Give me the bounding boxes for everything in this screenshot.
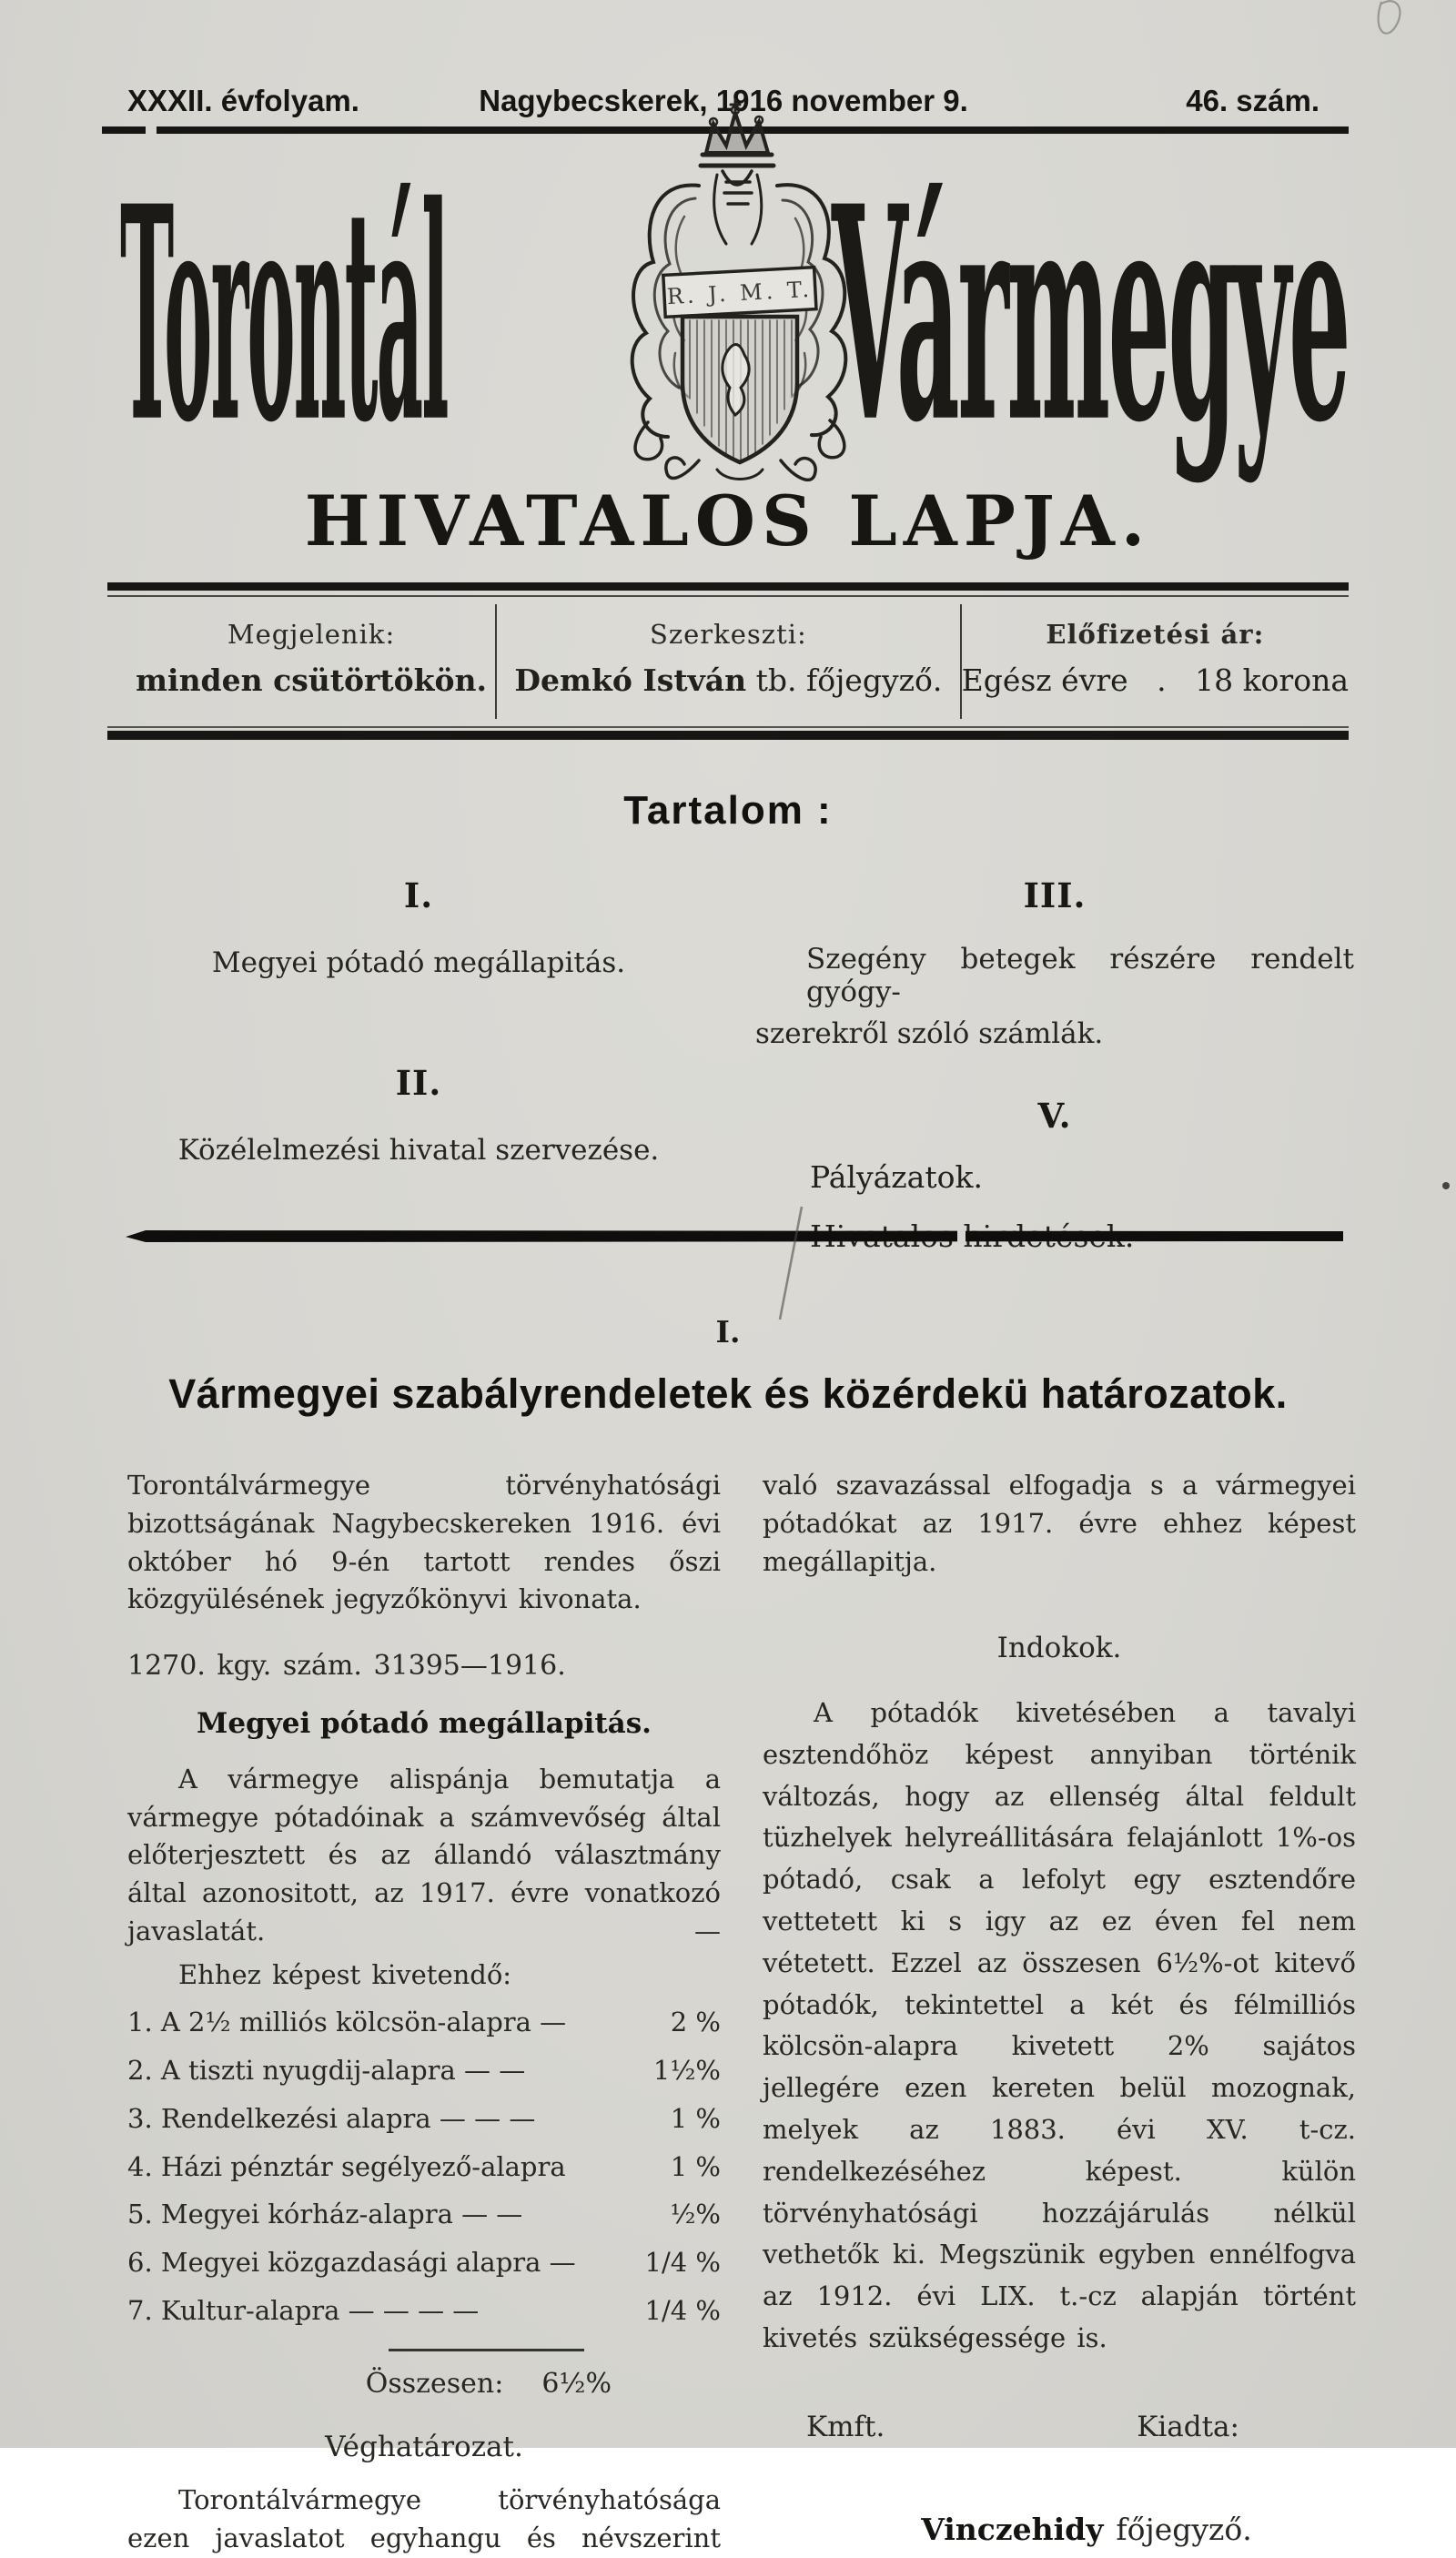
- tax-list-item: [127, 2292, 721, 2331]
- tax-item-label: 1. A 2½ milliós kölcsön-alapra —: [127, 2007, 567, 2038]
- toc-title: Tartalom :: [623, 788, 833, 833]
- article-right-column: [763, 1467, 1356, 2558]
- article-body: [127, 1467, 1356, 2558]
- info-publish-cell: [127, 604, 497, 719]
- tax-list: [127, 2004, 721, 2330]
- closing-kiadta: Kiadta:: [1137, 2410, 1239, 2443]
- tax-list-item: [127, 2149, 721, 2187]
- decision-heading: Véghatározat.: [325, 2430, 523, 2463]
- tax-item-value: 1/4 %: [644, 2294, 721, 2326]
- closing-kmft: Kmft.: [806, 2410, 885, 2443]
- publish-label: Megjelenik:: [227, 619, 396, 650]
- table-of-contents: [127, 875, 1354, 1254]
- place-date-label: Nagybecskerek, 1916 november 9.: [479, 84, 968, 117]
- masthead-word-left: [120, 141, 484, 487]
- toc-section-number: II.: [395, 1063, 442, 1103]
- article-subheading: Megyei pótadó megállapitás.: [197, 1707, 652, 1741]
- price-label: Előfizetési ár:: [1046, 619, 1265, 650]
- issue-number-label: 46. szám.: [1186, 84, 1320, 117]
- editor-name: Demkó István: [514, 662, 747, 698]
- article-section-number: I.: [715, 1314, 741, 1350]
- tax-item-label: 6. Megyei közgazdasági alapra —: [127, 2247, 576, 2279]
- tax-item-value: 1/4 %: [644, 2247, 721, 2279]
- reasons-heading: Indokok.: [996, 1632, 1122, 1665]
- ink-dot-right-margin: [1442, 1182, 1450, 1189]
- volume-label: XXXII. évfolyam.: [127, 84, 359, 117]
- tax-item-label: 3. Rendelkezési alapra — — —: [127, 2102, 536, 2134]
- signatory-name: Vinczehidy: [921, 2511, 1104, 2547]
- crest-banner-text: R. J. M. T.: [666, 276, 814, 310]
- info-editor-cell: [497, 604, 961, 719]
- section-divider-bar: [126, 1230, 1343, 1242]
- tax-item-label: 2. A tiszti nyugdij-alapra — —: [127, 2055, 526, 2087]
- proposal-paragraph: [127, 1761, 721, 1951]
- decision-paragraph: Torontálvármegye törvényhatósága ezen javaslatot egyhangu és névszerint: [127, 2484, 721, 2554]
- total-value: 6½%: [541, 2367, 612, 2400]
- subtitle-rule-thick: [107, 582, 1349, 591]
- toc-entry-line: szerekről szóló számlák.: [755, 1017, 1104, 1050]
- closing-row: [763, 2407, 1356, 2448]
- signatory-title: főjegyző.: [1116, 2511, 1252, 2547]
- tax-list-item: [127, 2244, 721, 2282]
- total-separator-rule: [389, 2349, 584, 2351]
- info-bar-rule-thin: [107, 726, 1349, 728]
- registry-number-line: 1270. kgy. szám. 31395—1916.: [127, 1650, 566, 1682]
- article-section-title: Vármegyei szabályrendeletek és közérdekü határozatok.: [168, 1370, 1288, 1417]
- line-end-dash: —: [694, 1915, 721, 1946]
- masthead-word-right: [832, 141, 1349, 487]
- masthead: [0, 136, 1456, 500]
- article-left-column: [127, 1467, 721, 2558]
- tax-list-item: [127, 2196, 721, 2234]
- toc-section-number: I.: [403, 875, 434, 915]
- pen-mark-top-right: [1379, 1, 1400, 34]
- tax-list-item: [127, 2052, 721, 2090]
- tax-item-label: 4. Házi pénztár segélyező-alapra: [127, 2150, 566, 2182]
- tax-list-intro: Ehhez képest kivetendő:: [178, 1958, 512, 1990]
- publication-info-bar: [127, 604, 1349, 719]
- editor-value: [497, 662, 959, 698]
- tax-list-item: [127, 2004, 721, 2042]
- total-label: Összesen:: [365, 2367, 504, 2400]
- decision-continuation-paragraph: való szavazással elfogadja s a vármegyei pótadókat az 1917. évre ehhez képest megállapitja.: [763, 1470, 1356, 1577]
- price-value: Egész évre . 18 korona: [961, 662, 1349, 698]
- toc-entry: Közélelmezési hivatal szervezése.: [177, 1134, 660, 1167]
- info-bar-rule-thick: [107, 731, 1349, 740]
- toc-entry-line: Szegény betegek részére rendelt gyógy-: [806, 943, 1354, 1008]
- tax-list-item: [127, 2100, 721, 2138]
- proposal-text: A vármegye alispánja bemutatja a vármegye pótadóinak a számvevőség által előterjesztett és az állandó választmány által azonositott, az 1917. évre vonatkozó javaslatát.: [127, 1763, 721, 1946]
- tax-item-label: 7. Kultur-alapra — — — —: [127, 2294, 480, 2326]
- masthead-title-right: Vármegye: [832, 141, 1349, 487]
- toc-right-column: [710, 875, 1354, 1254]
- dateline-rule-left: [102, 126, 146, 134]
- tax-item-value: ½%: [670, 2199, 721, 2230]
- toc-section-number: III.: [1023, 875, 1087, 915]
- reasons-paragraph: A pótadók kivetésében a tavalyi esztendőhöz képest annyiban történik változás, hogy az ellenség által feldult tüzhelyek helyreállitására felajánlott 1%-os pótadó, csak a lefolyt egy esztendőre vettetett ki s igy az ez éven fel nem vétetett. Ezzel az összesen 6½%-ot kitevő pótadók, tekintettel a két és félmilliós kölcsön-alapra kivetett 2% sajátos jellegére ezen kereten belül mozognak, melyek az 1883. évi XV. t-cz. rendelkezéséhez képest. külön törvényhatósági hozzájárulás nélkül vethetők ki. Megszünik egyben ennélfogva az 1912. évi LIX. t.-cz alapján történt kivetés szükségessége is.: [763, 1696, 1356, 2354]
- signature-line: [763, 2508, 1356, 2552]
- info-price-cell: [962, 604, 1349, 719]
- editor-title: tb. főjegyző.: [755, 662, 943, 698]
- toc-entry: Pályázatok.: [810, 1159, 983, 1195]
- subtitle-rule-thin: [107, 595, 1349, 597]
- editor-label: Szerkeszti:: [650, 619, 807, 650]
- publish-value: minden csütörtökön.: [136, 662, 488, 698]
- divider-print-gap: [957, 1228, 966, 1244]
- toc-left-column: [127, 875, 710, 1254]
- tax-total-line: [127, 2364, 612, 2403]
- tax-item-value: 2 %: [670, 2007, 721, 2038]
- protocol-intro-paragraph: Torontálvármegye törvényhatósági bizottságának Nagybecskereken 1916. évi október hó 9-én tartott rendes őszi közgyülésének jegyzőkönyvi kivonata.: [127, 1470, 721, 1615]
- tax-item-value: 1 %: [670, 2102, 721, 2134]
- tax-item-value: 1½%: [652, 2055, 721, 2087]
- masthead-subtitle: HIVATALOS LAPJA.: [304, 480, 1152, 561]
- toc-section-number: V.: [1037, 1096, 1072, 1136]
- toc-entry: Megyei pótadó megállapitás.: [211, 946, 626, 979]
- masthead-title-left: Torontál: [120, 141, 448, 487]
- tax-item-label: 5. Megyei kórház-alapra — —: [127, 2199, 523, 2230]
- tax-item-value: 1 %: [670, 2150, 721, 2182]
